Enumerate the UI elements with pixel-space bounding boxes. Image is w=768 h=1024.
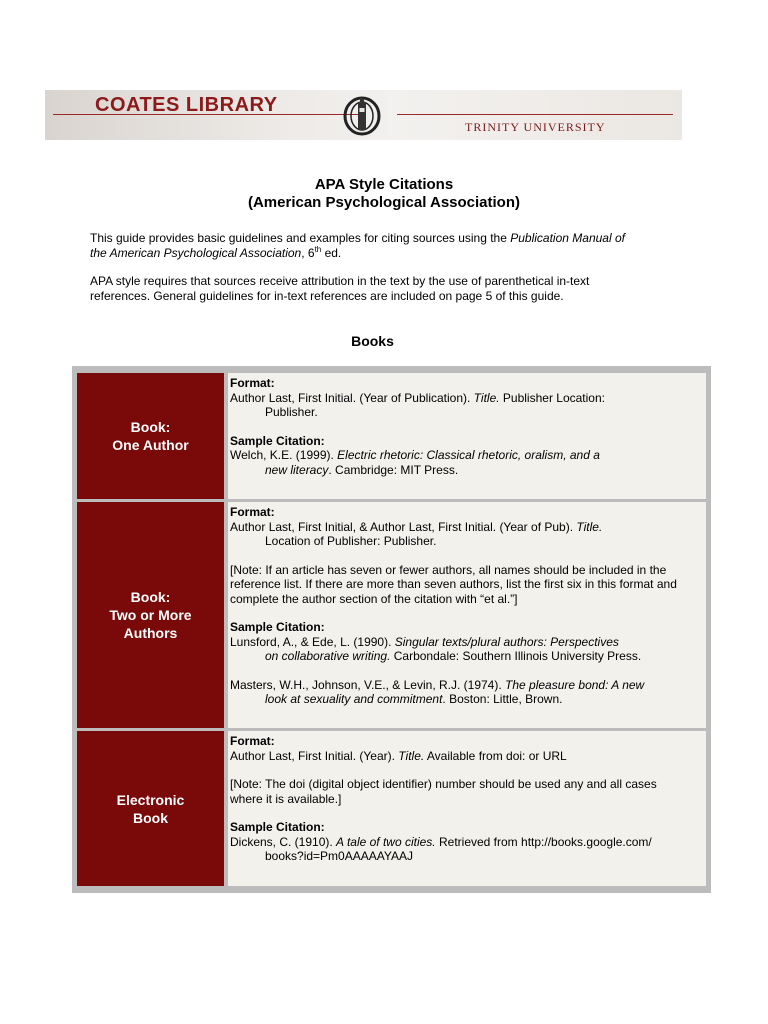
row-label-line3: Authors xyxy=(123,625,178,641)
sample-citation-indent: books?id=Pm0AAAAAYAAJ xyxy=(265,849,413,863)
university-name: TRINITY UNIVERSITY xyxy=(465,120,606,134)
format-line-indent: Publisher. xyxy=(265,405,318,419)
table-row-electronic-book xyxy=(77,731,706,886)
intro-p2-line2: references. General guidelines for in-text references are included on page 5 of this guide. xyxy=(90,289,564,303)
format-heading: Format: xyxy=(230,505,275,519)
intro-paragraph-2 xyxy=(90,274,670,304)
format-heading: Format: xyxy=(230,734,275,748)
sample-citation-indent: look at sexuality and commitment. Boston: Little, Brown. xyxy=(265,692,563,706)
row-label-line2: Two or More xyxy=(109,607,192,623)
row-content xyxy=(228,731,706,886)
manual-title-cont: the American Psychological Association xyxy=(90,246,302,260)
sample-citation-indent: new literacy. Cambridge: MIT Press. xyxy=(265,462,459,477)
sample-citation-indent: on collaborative writing. Carbondale: Southern Illinois University Press. xyxy=(265,649,642,663)
intro-text: This guide provides basic guidelines and examples for citing sources using the xyxy=(90,231,511,245)
sample-heading: Sample Citation: xyxy=(230,433,325,448)
manual-title: Publication Manual of xyxy=(510,231,625,245)
note-line: where it is available.] xyxy=(230,791,342,806)
table-row-one-author xyxy=(77,373,706,499)
row-label-line1: Book: xyxy=(130,419,171,435)
row-label-line1: Book: xyxy=(130,589,171,605)
row-label-line1: Electronic xyxy=(116,791,185,808)
row-label xyxy=(77,502,224,728)
format-line: Author Last, First Initial, & Author Last, First Initial. (Year of Pub). Title. xyxy=(230,519,603,534)
edition-text: , 6 xyxy=(301,246,315,260)
edition-suffix: ed. xyxy=(321,246,342,260)
format-line: Author Last, First Initial. (Year of Publication). Title. Publisher Location: xyxy=(230,390,605,405)
format-heading: Format: xyxy=(230,376,275,390)
row-content xyxy=(228,373,706,499)
note-line: [Note: The doi (digital object identifier) number should be used any and all cases xyxy=(230,777,657,791)
edition-sup: th xyxy=(314,245,322,254)
sample-heading: Sample Citation: xyxy=(230,820,325,834)
intro-paragraph-1 xyxy=(90,231,670,261)
sample-citation-line: Masters, W.H., Johnson, V.E., & Levin, R.J. (1974). The pleasure bond: A new xyxy=(230,677,645,692)
trinity-tower-logo-icon xyxy=(342,94,382,136)
sample-heading: Sample Citation: xyxy=(230,620,325,634)
sample-citation-line: Welch, K.E. (1999). Electric rhetoric: Classical rhetoric, oralism, and a xyxy=(230,448,600,462)
sample-citation-line: Lunsford, A., & Ede, L. (1990). Singular texts/plural authors: Perspectives xyxy=(230,634,619,649)
table-row-two-or-more-authors xyxy=(77,502,706,728)
library-name: COATES LIBRARY xyxy=(95,94,278,116)
library-banner xyxy=(45,90,682,140)
citation-table xyxy=(72,366,711,893)
section-heading: Books xyxy=(351,333,394,349)
banner-rule-right xyxy=(397,114,673,115)
intro-p2-line1: APA style requires that sources receive attribution in the text by the use of parenthetical in-text xyxy=(90,274,590,288)
sample-citation-line: Dickens, C. (1910). A tale of two cities. Retrieved from http://books.google.com/ xyxy=(230,834,652,849)
page-title: APA Style Citations xyxy=(314,176,454,193)
row-label-line2: One Author xyxy=(112,437,189,453)
note-line: reference list. If there are more than seven authors, list the first six in this format and xyxy=(230,577,677,591)
format-line-indent: Location of Publisher: Publisher. xyxy=(265,534,437,548)
page-subtitle: (American Psychological Association) xyxy=(247,194,521,211)
note-line: complete the author section of the citation with “et al.”] xyxy=(230,591,518,606)
row-label xyxy=(77,373,224,499)
row-label-line2: Book xyxy=(133,809,168,826)
row-label xyxy=(77,731,224,886)
note-line: [Note: If an article has seven or fewer authors, all names should be included in the xyxy=(230,562,667,577)
row-content xyxy=(228,502,706,728)
format-line: Author Last, First Initial. (Year). Title. Available from doi: or URL xyxy=(230,748,567,763)
